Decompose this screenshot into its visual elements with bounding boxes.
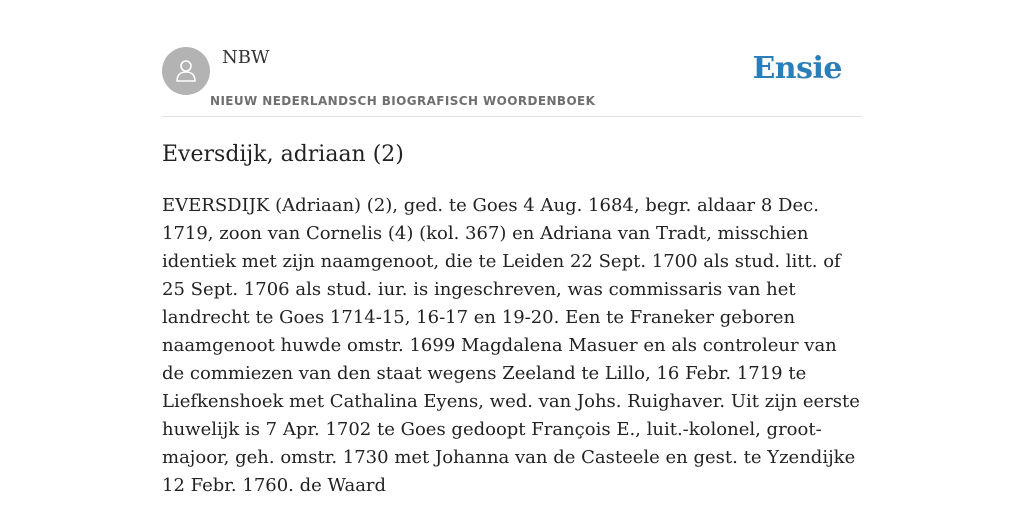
brand-logo[interactable]: Ensie (752, 51, 842, 86)
entry-header (162, 0, 862, 117)
entry-title: Eversdijk, adriaan (2) (162, 142, 404, 167)
entry-card (162, 0, 862, 496)
source-name[interactable]: NBW (222, 47, 270, 68)
source-full-title: NIEUW NEDERLANDSCH BIOGRAFISCH WOORDENBOEK (210, 94, 596, 108)
user-icon (172, 57, 200, 85)
source-avatar[interactable] (162, 47, 210, 95)
entry-body: EVERSDIJK (Adriaan) (2), ged. te Goes 4 Aug. 1684, begr. aldaar 8 Dec. 1719, zoon van Cornelis (4) (kol. 367) en Adriana van Tradt, misschien identiek met zijn naamgenoot, die te Leiden 22 Sept. 1700 als stud. litt. of 25 Sept. 1706 als stud. iur. is ingeschreven, was commissaris van het landrecht te Goes 1714-15, 16-17 en 19-20. Een te Franeker geboren naamgenoot huwde omstr. 1699 Magdalena Masuer en als controleur van de commiezen van den staat wegens Zeeland te Lillo, 16 Febr. 1719 te Liefkenshoek met Cathalina Eyens, wed. van Johs. Ruighaver. Uit zijn eerste huwelijk is 7 Apr. 1702 te Goes gedoopt François E., luit.-kolonel, groot-majoor, geh. omstr. 1730 met Johanna van de Casteele en gest. te Yzendijke 12 Febr. 1760. de Waard (162, 195, 860, 496)
